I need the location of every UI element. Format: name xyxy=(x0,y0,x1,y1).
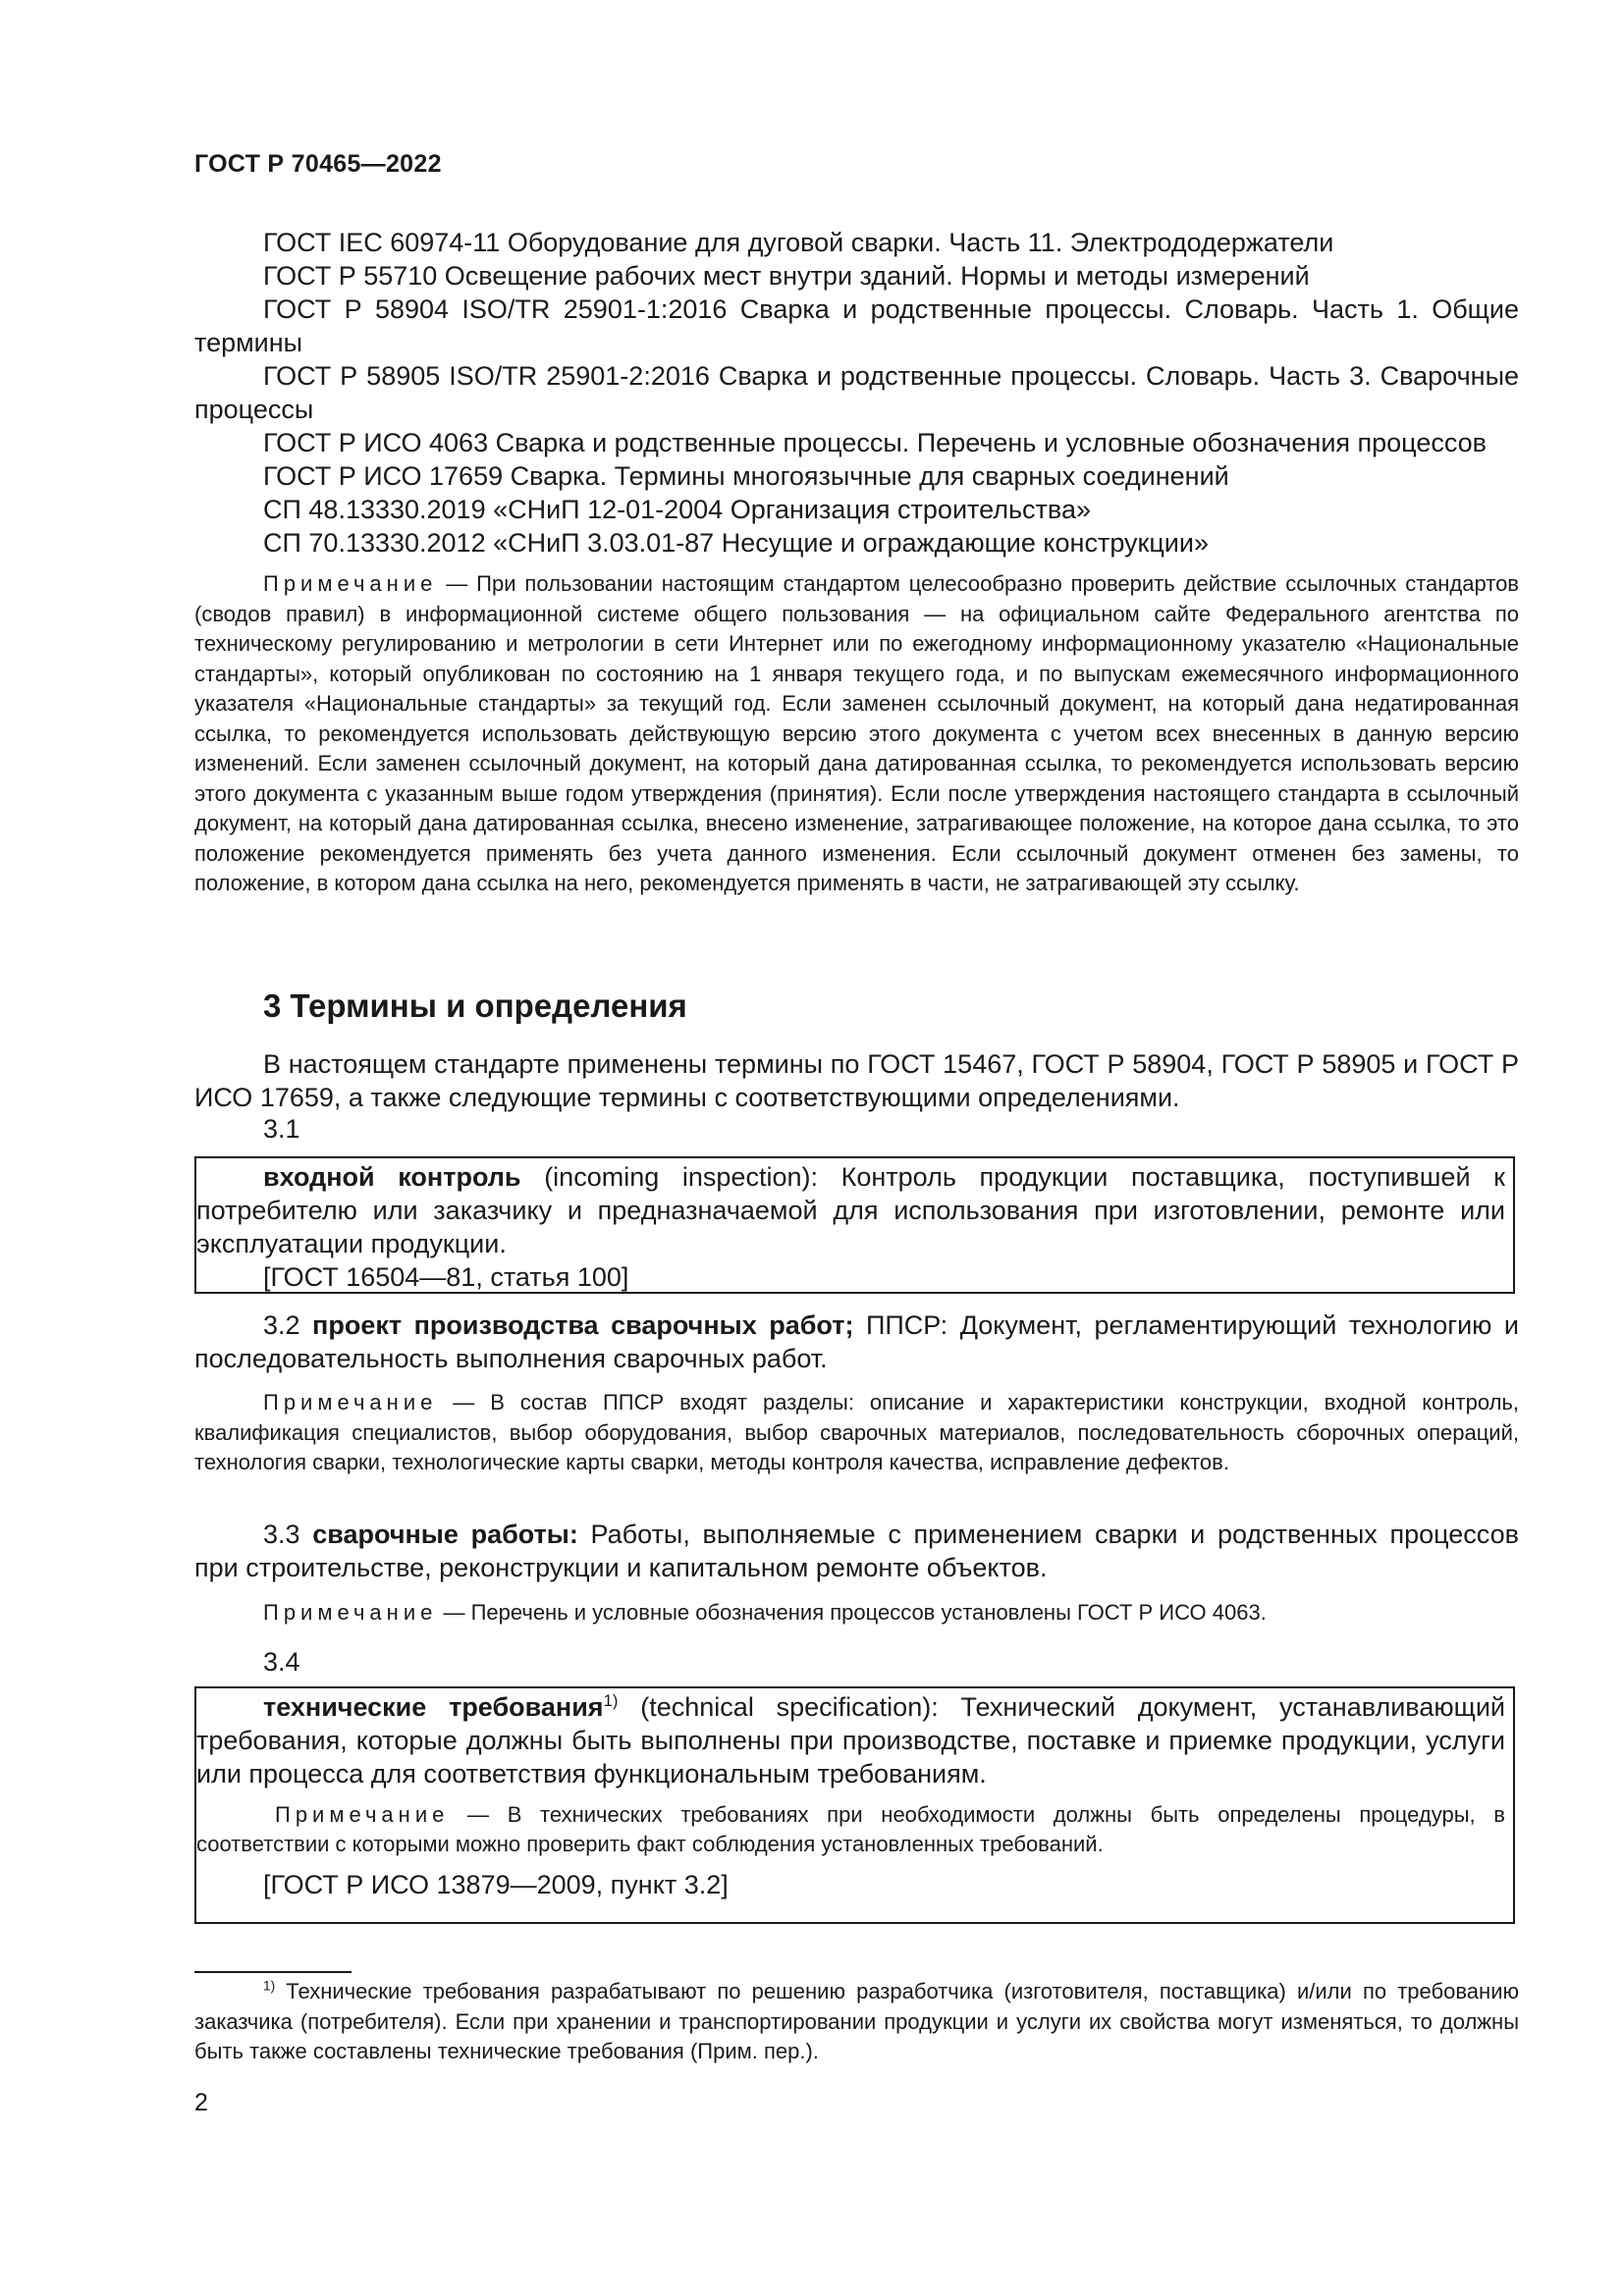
document-header: ГОСТ Р 70465—2022 xyxy=(194,150,442,178)
term-definition: (technical specification): Технический документ, устанавливающий требования, которые должны быть выполнены при производстве, поставке и приемке продукции, услуги или процесса для соответствия функциональным требованиям. xyxy=(196,1692,1505,1789)
note-label: Примечание xyxy=(263,1390,438,1415)
term-3-2 xyxy=(194,1308,1519,1375)
reference-item: ГОСТ Р 58904 ISO/TR 25901-1:2016 Сварка и родственные процессы. Словарь. Часть 1. Общие термины xyxy=(194,294,1519,357)
reference-item: ГОСТ Р ИСО 17659 Сварка. Термины многоязычные для сварных соединений xyxy=(263,461,1229,491)
reference-item: СП 70.13330.2012 «СНиП 3.03.01-87 Несущие и ограждающие конструкции» xyxy=(263,528,1209,558)
page-number: 2 xyxy=(194,2089,208,2116)
footnote-text: Технические требования разрабатывают по решению разработчика (изготовителя, поставщика) и/или по требованию заказчика (потребителя). Если при хранении и транспортировании продукции и услуги их свойства могут изменяться, то должны быть также составлены технические требования (Прим. пер.). xyxy=(194,1979,1519,2063)
term-3-2-note xyxy=(194,1388,1519,1478)
footnote-mark: 1) xyxy=(263,1978,276,1994)
note-label: Примечание xyxy=(263,571,438,596)
term-3-3 xyxy=(194,1518,1519,1584)
term-box-3-1 xyxy=(194,1156,1515,1294)
reference-item: ГОСТ Р 55710 Освещение рабочих мест внутри зданий. Нормы и методы измерений xyxy=(263,261,1310,291)
footnote-divider xyxy=(194,1971,352,1973)
reference-item: СП 48.13330.2019 «СНиП 12-01-2004 Организация строительства» xyxy=(263,495,1091,524)
term-number-3-1: 3.1 xyxy=(263,1114,300,1144)
term-source: [ГОСТ 16504—81, статья 100] xyxy=(263,1262,629,1292)
note-label: Примечание xyxy=(263,1600,438,1625)
term-number-3-4: 3.4 xyxy=(263,1647,300,1677)
term-source: [ГОСТ Р ИСО 13879—2009, пункт 3.2] xyxy=(263,1870,729,1899)
term-name: проект производства сварочных работ; xyxy=(312,1310,854,1340)
note-text: — При пользовании настоящим стандартом целесообразно проверить действие ссылочных стандартов (сводов правил) в информационной системе общего пользования — на официальном сайте Федерального агентства по техническому регулированию и метрологии в сети Интернет или по ежегодному информационному указателю «Национальные стандарты», который опубликован по состоянию на 1 января текущего года, и по выпускам ежемесячного информационного указателя «Национальные стандарты» за текущий год. Если заменен ссылочный документ, на который дана недатированная ссылка, то рекомендуется использовать действующую версию этого документа с учетом всех внесенных в данную версию изменений. Если заменен ссылочный документ, на который дана датированная ссылка, то рекомендуется использовать версию этого документа с указанным выше годом утверждения (принятия). Если после утверждения настоящего стандарта в ссылочный документ, на который дана датированная ссылка, внесено изменение, затрагивающее положение, на которое дана ссылка, то это положение рекомендуется применять без учета данного изменения. Если ссылочный документ отменен без замены, то положение, в котором дана ссылка на него, рекомендуется применять в части, не затрагивающей эту ссылку. xyxy=(194,571,1519,895)
reference-item: ГОСТ IEC 60974-11 Оборудование для дуговой сварки. Часть 11. Электрододержатели xyxy=(263,228,1334,257)
note-text: — В состав ППСР входят разделы: описание и характеристики конструкции, входной контроль, квалификация специалистов, выбор оборудования, выбор сварочных материалов, последовательность сборочных операций, технология сварки, технологические карты сварки, методы контроля качества, исправление дефектов. xyxy=(194,1390,1519,1474)
term-box-3-4 xyxy=(194,1686,1515,1924)
term-name: технические требования xyxy=(263,1692,604,1722)
section-title: 3 Термины и определения xyxy=(263,988,687,1024)
note-text: — В технических требованиях при необходимости должны быть определены процедуры, в соответствии с которыми можно проверить факт соблюдения установленных требований. xyxy=(196,1802,1505,1856)
section-intro: В настоящем стандарте применены термины по ГОСТ 15467, ГОСТ Р 58904, ГОСТ Р 58905 и ГОСТ Р ИСО 17659, а также следующие термины с соответствующими определениями. xyxy=(194,1049,1519,1112)
note-label: Примечание xyxy=(275,1802,450,1827)
footnote xyxy=(194,1977,1519,2067)
term-definition: Работы, выполняемые с применением сварки и родственных процессов при строительстве, реконструкции и капитальном ремонте объектов. xyxy=(194,1520,1519,1582)
reference-item: ГОСТ Р 58905 ISO/TR 25901-2:2016 Сварка и родственные процессы. Словарь. Часть 3. Сварочные процессы xyxy=(194,361,1519,424)
term-name: входной контроль xyxy=(263,1162,521,1192)
note-text: — Перечень и условные обозначения процессов установлены ГОСТ Р ИСО 4063. xyxy=(437,1600,1267,1625)
footnote-marker[interactable]: 1) xyxy=(603,1691,619,1710)
reference-item: ГОСТ Р ИСО 4063 Сварка и родственные процессы. Перечень и условные обозначения процессов xyxy=(263,428,1488,457)
term-definition: (incoming inspection): Контроль продукции поставщика, поступившей к потребителю или заказчику и предназначаемой для использования при изготовлении, ремонте или эксплуатации продукции. xyxy=(196,1162,1505,1258)
term-number: 3.2 xyxy=(263,1310,313,1340)
term-definition: ППСР: Документ, регламентирующий технологию и последовательность выполнения сварочных работ. xyxy=(194,1310,1519,1373)
term-number: 3.3 xyxy=(263,1520,313,1549)
term-3-3-note xyxy=(194,1598,1519,1629)
references-note xyxy=(194,569,1519,899)
normative-references-list xyxy=(194,226,1519,560)
term-name: сварочные работы: xyxy=(312,1520,578,1549)
